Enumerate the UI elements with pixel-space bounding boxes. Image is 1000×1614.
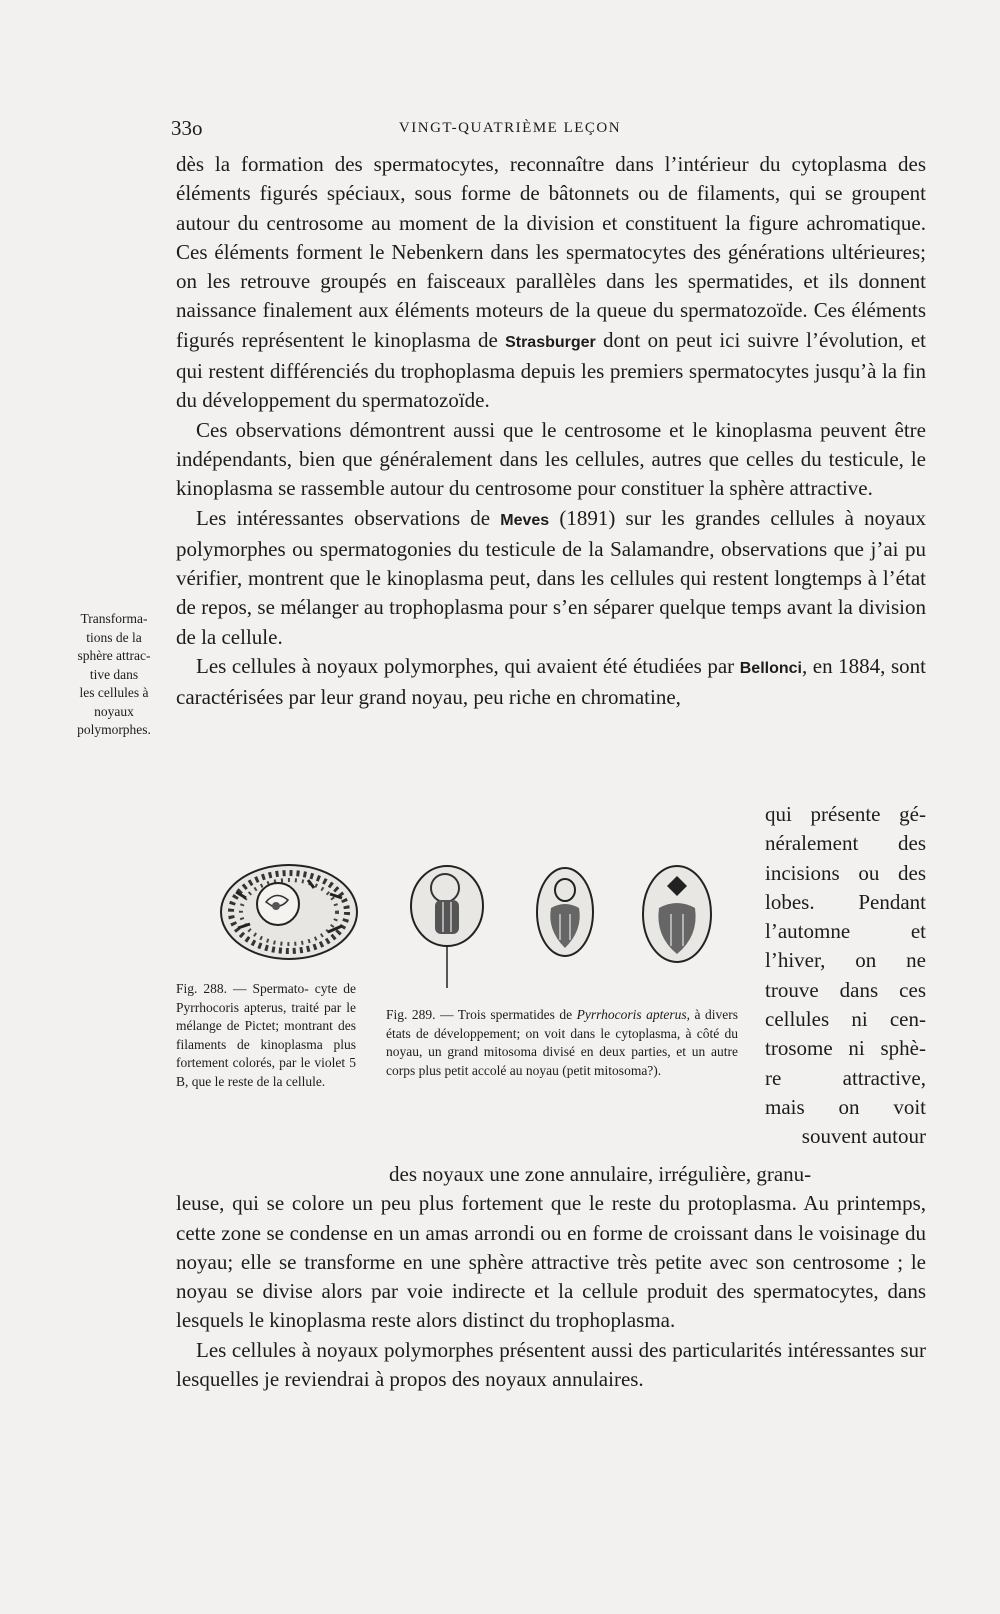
paragraph-4-start xyxy=(176,652,926,713)
column-line: souvent autour xyxy=(801,1124,926,1149)
figure-289-caption xyxy=(386,1006,738,1080)
paragraph-4-text: Les cellules à noyaux polymorphes, qui avaient été étudiées par xyxy=(196,654,740,679)
figure-288-image xyxy=(218,862,360,962)
paragraph-3 xyxy=(176,504,926,652)
paragraph-3-start: Les intéressantes observations de xyxy=(196,505,501,530)
page-number: 33o xyxy=(171,116,203,140)
body-text-lower xyxy=(176,1160,926,1394)
author-meves: Meves xyxy=(500,511,550,529)
figure-289-image xyxy=(405,860,725,990)
margin-note-line: les cellules à xyxy=(79,685,149,700)
figure-288-text: cyte de Pyrrhocoris apterus, traité par le mélange de Pictet; montrant des filaments de kinoplasma plus fortement colorés, par le violet 5 B, que le reste de la cellule. xyxy=(176,981,357,1089)
margin-note-line: Transforma- xyxy=(80,611,148,626)
column-line: qui présente gé- xyxy=(765,802,926,826)
paragraph-1 xyxy=(176,150,926,416)
figure-289-text: , à divers états de développement; on voit dans le cytoplasma, à côté du noyau, un grand mitosoma divisé en deux parties, et un autre corps plus petit accolé au noyau (petit mitosoma?). xyxy=(386,1007,738,1078)
figure-289-label: Fig. 289. — Trois spermatides de xyxy=(386,1007,577,1022)
column-line: mais on voit xyxy=(765,1094,926,1119)
paragraph-3-rest: (1891) sur les grandes cellules à noyaux polymorphes ou spermatogonies du testicule de la Salamandre, observations que j’ai pu vérifier, montrent que le kinoplasma peut, dans les cellules qui restent longtemps à l’état de repos, se mélanger au trophoplasma pour s’en séparer quelque temps avant la division de la cellule. xyxy=(176,505,926,649)
author-strasburger: Strasburger xyxy=(505,333,596,351)
body-text-upper xyxy=(176,150,926,713)
margin-note-line: sphère attrac- xyxy=(77,648,151,663)
paragraph-1-end: dont on peut ici suivre l’évolution, et qui restent différenciés du trophoplasma depuis les premiers spermatocytes jusqu’à la fin du développement du spermatozoïde. xyxy=(176,327,927,413)
figure-289-species: Pyrrhocoris apterus xyxy=(576,1007,687,1022)
margin-note-line: noyaux xyxy=(94,703,134,719)
column-line: l’automne et xyxy=(765,919,926,944)
column-line: néralement des xyxy=(765,831,926,856)
column-line: lobes. Pendant xyxy=(765,889,926,914)
paragraph-5: Les cellules à noyaux polymorphes présentent aussi des particularités intéressantes sur lesquelles je reviendrai à propos des noyaux annulaires. xyxy=(176,1337,926,1392)
margin-note-line: tive dans xyxy=(89,666,139,682)
column-line: l’hiver, on ne xyxy=(765,948,926,973)
paragraph-4-indent-line: des noyaux une zone annulaire, irrégulière, granu- xyxy=(389,1162,812,1186)
paragraph-4-tail: leuse, qui se colore un peu plus fortement que le reste du protoplasma. Au printemps, cette zone se condense en un amas arrondi ou en forme de croissant dans le voisinage du noyau; elle se transforme en une sphère attractive très petite avec son centrosome ; le noyau se divise alors par voie indirecte et la cellule produit des spermatocytes, dans lesquels le kinoplasma reste alors distinct du trophoplasma. xyxy=(176,1191,926,1333)
column-line: cellules ni cen- xyxy=(765,1007,926,1032)
paragraph-4-column xyxy=(765,800,926,1152)
margin-note-line: tions de la xyxy=(86,629,142,645)
running-title xyxy=(0,120,1000,137)
paragraph-2: Ces observations démontrent aussi que le centrosome et le kinoplasma peuvent être indépendants, bien que généralement dans les cellules, autres que celles du testicule, le kinoplasma se rassemble autour du centrosome pour constituer la sphère attractive. xyxy=(176,417,926,501)
running-title-text: VINGT-QUATRIÈME LEÇON xyxy=(398,120,622,136)
figure-288-label: Fig. 288. — Spermato- xyxy=(176,981,309,996)
margin-note xyxy=(52,610,176,740)
margin-note-line: polymorphes. xyxy=(77,722,151,737)
column-line: trouve dans ces xyxy=(765,977,926,1002)
column-line: incisions ou des xyxy=(765,860,926,885)
author-bellonci: Bellonci xyxy=(739,660,802,678)
column-line: re attractive, xyxy=(765,1065,926,1090)
paragraph-1-text: dès la formation des spermatocytes, reconnaître dans l’intérieur du cytoplasma des éléments figurés spéciaux, sous forme de bâtonnets ou de filaments, qui se groupent autour du centrosome au moment de la division et constituent la figure achromatique. Ces éléments forment le Nebenkern dans les spermatocytes des générations ultérieures; on les retrouve groupés en faisceaux parallèles dans les spermatides, et ils donnent naissance finalement aux éléments moteurs de la queue du spermatozoïde. Ces éléments figurés représentent le kinoplasma de xyxy=(176,152,926,352)
column-line: trosome ni sphè- xyxy=(765,1036,926,1061)
figure-288-caption xyxy=(176,980,356,1091)
paragraph-4-rest: , en 1884, sont caractérisées par leur grand noyau, peu riche en chromatine, xyxy=(176,654,926,710)
